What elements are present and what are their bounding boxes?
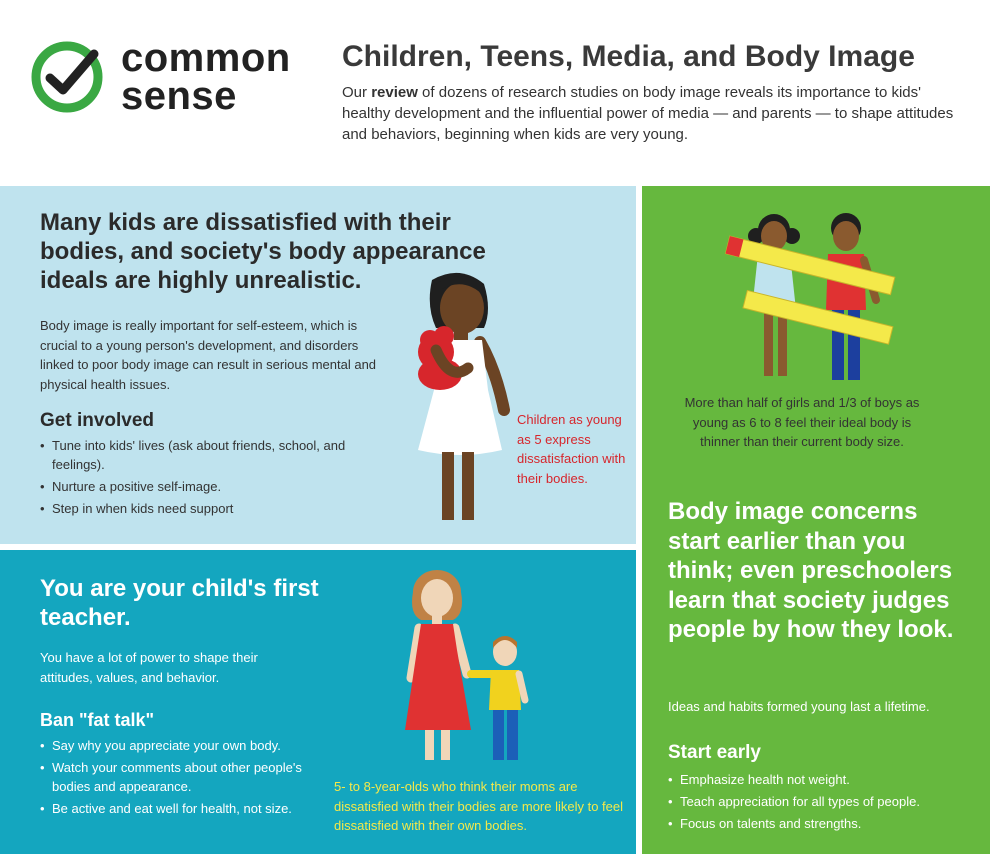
ban-fat-talk-list xyxy=(40,736,320,821)
list-item: • Emphasize health not weight. xyxy=(668,770,968,789)
ban-fat-talk-heading: Ban "fat talk" xyxy=(40,710,155,730)
list-item: • Teach appreciation for all types of people. xyxy=(668,792,968,811)
start-early-subheading: Start early xyxy=(668,742,761,763)
list-item: • Watch your comments about other people's bodies and appearance. xyxy=(40,758,320,796)
list-item: • Say why you appreciate your own body. xyxy=(40,736,320,755)
dissatisfied-body: Body image is really important for self-esteem, which is crucial to a young person's development, and disorders linked to poor body image can result in serious mental and physical health issues. xyxy=(40,318,377,392)
logo-wordmark-sense: sense xyxy=(121,74,237,118)
mother-and-son-illustration xyxy=(395,570,545,770)
list-item: • Be active and eat well for health, not size. xyxy=(40,799,320,818)
start-early-statistic: More than half of girls and 1/3 of boys as young as 6 to 8 feel their ideal body is thinner than their current body size. xyxy=(684,395,920,449)
girl-with-teddy-bear-illustration xyxy=(400,270,520,530)
first-teacher-heading: You are your child's first teacher. xyxy=(40,575,319,631)
intro-text xyxy=(342,82,962,145)
page-title: Children, Teens, Media, and Body Image xyxy=(342,40,915,73)
start-early-list xyxy=(668,770,968,836)
intro-review-link[interactable]: review xyxy=(371,84,418,101)
list-item: • Focus on talents and strengths. xyxy=(668,814,968,833)
logo-wordmark-common: common xyxy=(121,36,291,80)
get-involved-list xyxy=(40,436,360,521)
list-item: • Nurture a positive self-image. xyxy=(40,477,360,496)
intro-pre: Our xyxy=(342,84,372,101)
first-teacher-caption: 5- to 8-year-olds who think their moms are dissatisfied with their bodies are more likely to feel dissatisfied with their own bodies. xyxy=(334,779,624,833)
intro-post: of dozens of research studies on body image reveals its importance to kids' healthy development and the influential power of media — and parents — to shape attitudes and behaviors, beginning when kids are very young. xyxy=(342,84,954,143)
common-sense-checkmark-logo-icon xyxy=(30,40,104,114)
start-early-body: Ideas and habits formed young last a lifetime. xyxy=(668,699,930,714)
list-item: • Tune into kids' lives (ask about friends, school, and feelings). xyxy=(40,436,360,474)
get-involved-heading: Get involved xyxy=(40,410,155,431)
list-item: • Step in when kids need support xyxy=(40,499,360,518)
first-teacher-body: You have a lot of power to shape their attitudes, values, and behavior. xyxy=(40,650,258,685)
start-early-heading: Body image concerns start earlier than you think; even preschoolers learn that society judges people by how they look. xyxy=(668,498,954,643)
kids-with-measuring-tapes-illustration xyxy=(718,210,898,385)
dissatisfied-caption: Children as young as 5 express dissatisfaction with their bodies. xyxy=(517,412,626,486)
dissatisfied-heading: Many kids are dissatisfied with their bodies, and society's body appearance ideals are highly unrealistic. xyxy=(40,209,486,294)
